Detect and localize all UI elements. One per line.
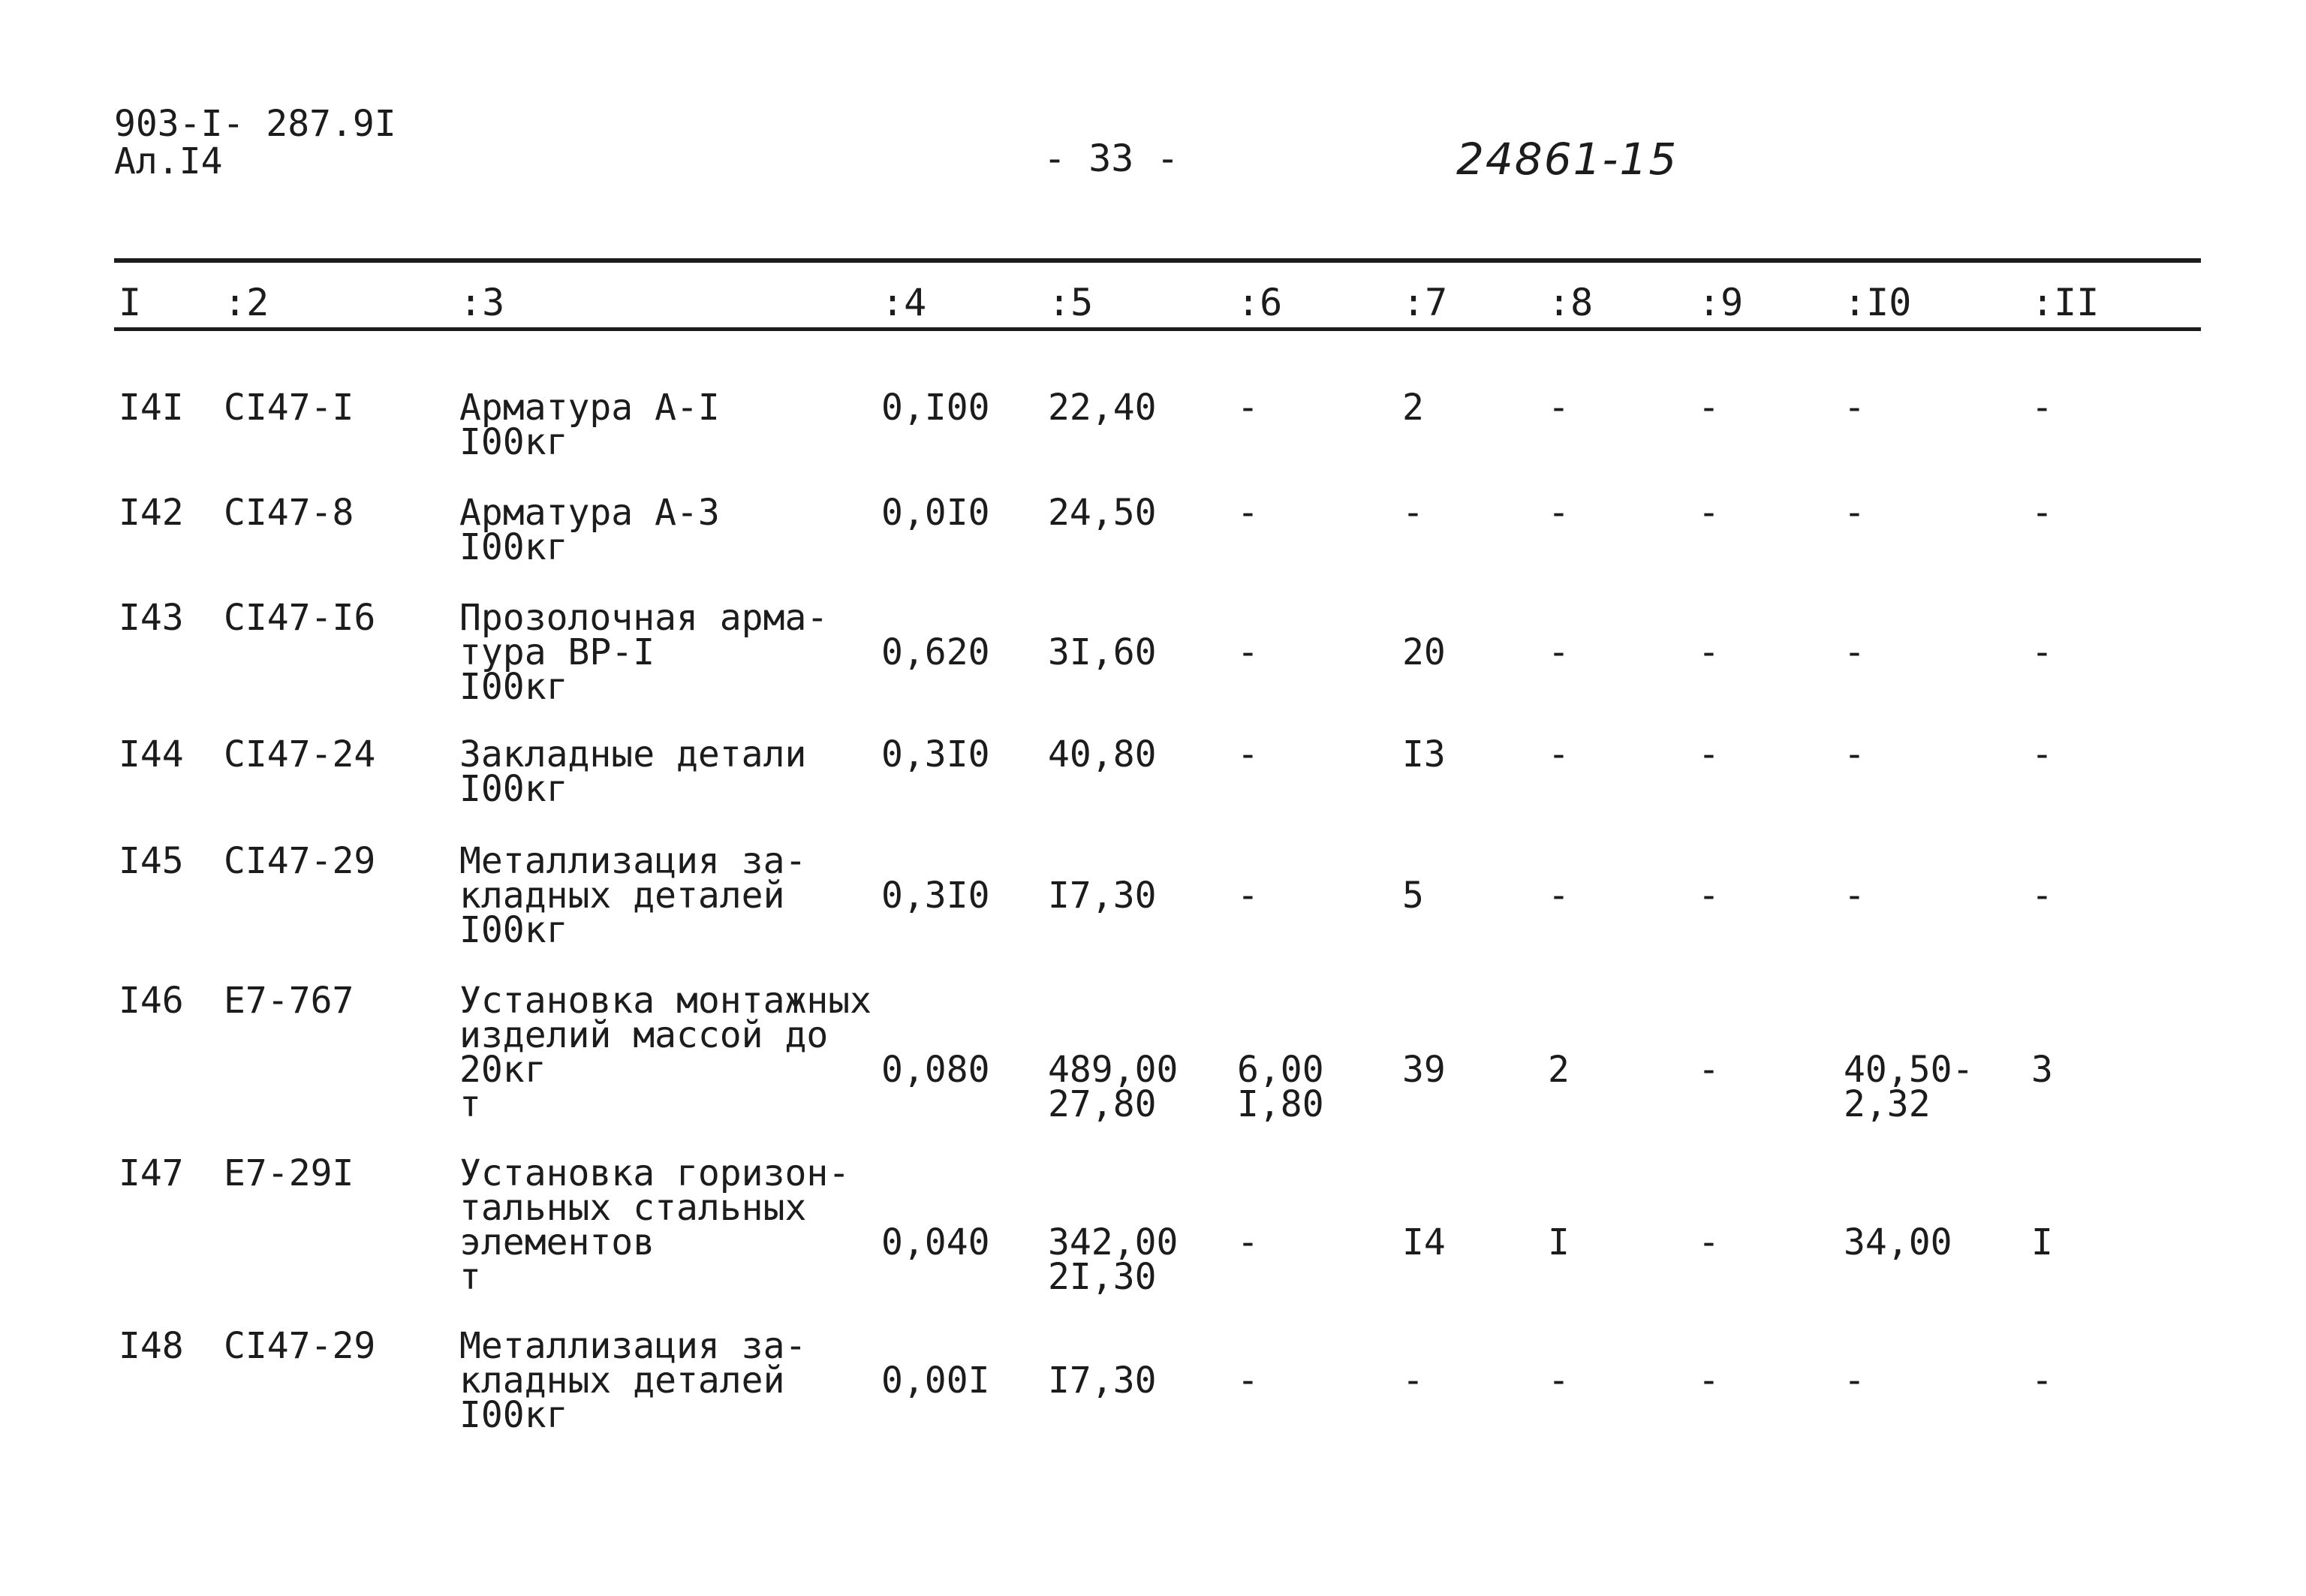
cell-col-4: 0,080 xyxy=(881,1049,990,1091)
cell-col-3: Арматура А-I I00кг xyxy=(459,387,720,463)
cell-col-10: - xyxy=(1844,387,1865,429)
cell-col-1: I42 xyxy=(119,492,184,534)
column-header-7: :7 xyxy=(1402,281,1448,324)
cell-col-9: - xyxy=(1698,631,1720,673)
cell-col-7: 2 xyxy=(1402,387,1424,429)
cell-col-7: 39 xyxy=(1402,1049,1446,1091)
table-header-rule xyxy=(114,327,2201,331)
cell-col-11: - xyxy=(2031,387,2053,429)
cell-col-5: 22,40 xyxy=(1048,387,1157,429)
cell-col-10: - xyxy=(1844,631,1865,673)
column-header-6: :6 xyxy=(1237,281,1283,324)
cell-col-11: 3 xyxy=(2031,1049,2053,1091)
column-header-10: :I0 xyxy=(1844,281,1912,324)
cell-col-7: - xyxy=(1402,1360,1424,1402)
cell-col-2: CI47-8 xyxy=(224,492,354,534)
cell-col-10: - xyxy=(1844,1360,1865,1402)
cell-col-1: I43 xyxy=(119,597,184,639)
cell-col-2: CI47-I xyxy=(224,387,354,429)
cell-col-4: 0,0I0 xyxy=(881,492,990,534)
column-header-9: :9 xyxy=(1698,281,1744,324)
cell-col-5: 24,50 xyxy=(1048,492,1157,534)
cell-col-3: Закладные детали I00кг xyxy=(459,733,807,810)
cell-col-11: I xyxy=(2031,1221,2053,1263)
cell-col-3: Металлизация за- кладных деталей I00кг xyxy=(459,1325,807,1436)
cell-col-7: 20 xyxy=(1402,631,1446,673)
column-header-3: :3 xyxy=(459,281,505,324)
cell-col-6: - xyxy=(1237,1360,1259,1402)
cell-col-10: 34,00 xyxy=(1844,1221,1952,1263)
cell-col-4: 0,3I0 xyxy=(881,875,990,917)
cell-col-5: I7,30 xyxy=(1048,1360,1157,1402)
cell-col-5: 40,80 xyxy=(1048,733,1157,775)
cell-col-5: 342,00 2I,30 xyxy=(1048,1221,1179,1298)
cell-col-10: - xyxy=(1844,733,1865,775)
column-header-5: :5 xyxy=(1048,281,1094,324)
cell-col-1: I47 xyxy=(119,1152,184,1194)
cell-col-8: - xyxy=(1548,1360,1570,1402)
cell-col-1: I48 xyxy=(119,1325,184,1367)
cell-col-6: 6,00 I,80 xyxy=(1237,1049,1324,1125)
cell-col-8: I xyxy=(1548,1221,1570,1263)
cell-col-9: - xyxy=(1698,1360,1720,1402)
cell-col-3: Арматура А-3 I00кг xyxy=(459,492,720,568)
cell-col-5: 489,00 27,80 xyxy=(1048,1049,1179,1125)
cell-col-11: - xyxy=(2031,492,2053,534)
cell-col-11: - xyxy=(2031,875,2053,917)
cell-col-1: I4I xyxy=(119,387,184,429)
cell-col-8: 2 xyxy=(1548,1049,1570,1091)
cell-col-1: I45 xyxy=(119,840,184,882)
cell-col-4: 0,3I0 xyxy=(881,733,990,775)
cell-col-6: - xyxy=(1237,875,1259,917)
cell-col-11: - xyxy=(2031,733,2053,775)
cell-col-3: Прозолочная арма- тура ВР-I I00кг xyxy=(459,597,829,708)
cell-col-10: - xyxy=(1844,875,1865,917)
cell-col-2: CI47-I6 xyxy=(224,597,376,639)
cell-col-5: 3I,60 xyxy=(1048,631,1157,673)
cell-col-5: I7,30 xyxy=(1048,875,1157,917)
cell-col-7: - xyxy=(1402,492,1424,534)
cell-col-9: - xyxy=(1698,875,1720,917)
cell-col-1: I46 xyxy=(119,980,184,1022)
document-code xyxy=(114,105,396,180)
handwritten-note: 24861-15 xyxy=(1456,134,1678,185)
cell-col-7: 5 xyxy=(1402,875,1424,917)
cell-col-9: - xyxy=(1698,733,1720,775)
column-header-2: :2 xyxy=(224,281,269,324)
table-top-rule xyxy=(114,258,2201,263)
cell-col-6: - xyxy=(1237,492,1259,534)
cell-col-9: - xyxy=(1698,1049,1720,1091)
column-header-8: :8 xyxy=(1548,281,1594,324)
doc-code-line2: Ал.I4 xyxy=(114,140,223,182)
cell-col-8: - xyxy=(1548,492,1570,534)
cell-col-4: 0,I00 xyxy=(881,387,990,429)
cell-col-11: - xyxy=(2031,1360,2053,1402)
column-header-11: :II xyxy=(2031,281,2100,324)
cell-col-1: I44 xyxy=(119,733,184,775)
cell-col-2: CI47-29 xyxy=(224,1325,376,1367)
cell-col-3: Металлизация за- кладных деталей I00кг xyxy=(459,840,807,951)
cell-col-2: CI47-29 xyxy=(224,840,376,882)
cell-col-8: - xyxy=(1548,631,1570,673)
cell-col-7: I4 xyxy=(1402,1221,1446,1263)
cell-col-9: - xyxy=(1698,492,1720,534)
cell-col-6: - xyxy=(1237,1221,1259,1263)
page-number: - 33 - xyxy=(1043,137,1179,180)
cell-col-11: - xyxy=(2031,631,2053,673)
cell-col-6: - xyxy=(1237,631,1259,673)
cell-col-9: - xyxy=(1698,387,1720,429)
cell-col-7: I3 xyxy=(1402,733,1446,775)
cell-col-6: - xyxy=(1237,733,1259,775)
cell-col-4: 0,620 xyxy=(881,631,990,673)
cell-col-10: 40,50- 2,32 xyxy=(1844,1049,1974,1125)
column-header-1: I xyxy=(119,281,142,324)
cell-col-6: - xyxy=(1237,387,1259,429)
cell-col-2: CI47-24 xyxy=(224,733,376,775)
cell-col-8: - xyxy=(1548,387,1570,429)
cell-col-4: 0,040 xyxy=(881,1221,990,1263)
cell-col-4: 0,00I xyxy=(881,1360,990,1402)
cell-col-9: - xyxy=(1698,1221,1720,1263)
column-header-4: :4 xyxy=(881,281,927,324)
cell-col-2: E7-29I xyxy=(224,1152,354,1194)
cell-col-8: - xyxy=(1548,733,1570,775)
doc-code-line1: 903-I- 287.9I xyxy=(114,103,396,145)
cell-col-8: - xyxy=(1548,875,1570,917)
cell-col-3: Установка монтажных изделий массой до 20кг т xyxy=(459,980,872,1125)
cell-col-3: Установка горизон- тальных стальных элементов т xyxy=(459,1152,850,1298)
cell-col-2: E7-767 xyxy=(224,980,354,1022)
cell-col-10: - xyxy=(1844,492,1865,534)
